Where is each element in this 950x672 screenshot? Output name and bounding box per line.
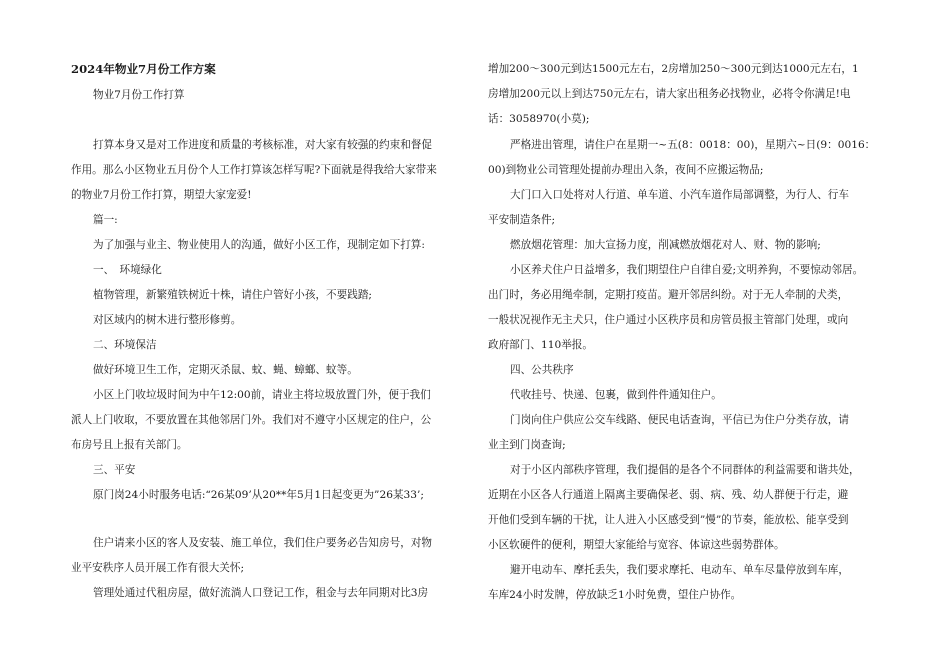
- text-line: 原门岗24小时服务电话:“26某09’从20**年5月1日起变更为”26某33’;: [93, 489, 424, 501]
- text-line: 对区域内的树木进行整形修剪。: [93, 314, 242, 326]
- text-line: 增加200～300元到达1500元左右，2房增加250～300元到达1000元左右，1: [488, 63, 859, 75]
- text-line: 车库24小时发牌，停放缺乏1小时免费，望住户协作。: [488, 589, 742, 601]
- text-line: 小区养犬住户日益增多，我们期望住户自律自爱;文明养狗，不要惊动邻居。: [510, 264, 864, 276]
- text-line: 一、 环境绿化: [93, 264, 162, 276]
- text-line: 避开电动车、摩托丢失，我们要求摩托、电动车、单车尽量停放到车库，: [510, 564, 849, 576]
- text-line: 打算本身又是对工作进度和质量的考核标准，对大家有较强的约束和督促: [93, 139, 432, 151]
- text-line: 00)到物业公司管理处提前办理出入条，夜间不应搬运物品;: [488, 164, 764, 176]
- text-line: 近期在小区各人行通道上隔离主要确保老、弱、病、残、幼人群便于行走，避: [488, 489, 849, 501]
- text-line: 业主到门岗查询;: [488, 439, 566, 451]
- text-line: 三、平安: [93, 464, 136, 476]
- text-line: 代收挂号、快递、包裹，做到件件通知住户。: [510, 389, 722, 401]
- text-line: 话：3058970(小莫);: [488, 113, 590, 125]
- text-line: 作用。那么小区物业五月份个人工作打算该怎样写呢?下面就是得我给大家带来: [71, 164, 437, 176]
- text-line: 小区上门收垃圾时间为中午12:00前，请业主将垃圾放置门外，便于我们: [93, 389, 431, 401]
- text-line: 住户请来小区的客人及安装、施工单位，我们住户要务必告知房号，对物: [93, 537, 432, 549]
- text-line: 做好环境卫生工作，定期灭杀鼠、蚊、蝇、蟑螂、蚊等。: [93, 364, 358, 376]
- text-line: 派人上门收取，不要放置在其他邻居门外。我们对不遵守小区规定的住户，公: [71, 414, 432, 426]
- text-line: 物业7月份工作打算: [93, 89, 185, 101]
- text-line: 业平安秩序人员开展工作有很大关怀;: [71, 562, 245, 574]
- text-line: 小区软硬件的便利，期望大家能给与宽容、体谅这些弱势群体。: [488, 539, 785, 551]
- text-line: 二、环境保洁: [93, 339, 157, 351]
- text-line: 四、公共秩序: [510, 364, 574, 376]
- text-line: 房增加200元以上到达750元左右，请大家出租务必找物业，必将令你满足!电: [488, 88, 851, 100]
- text-line: 大门口入口处将对人行道、单车道、小汽车道作局部调整，为行人、行车: [510, 189, 849, 201]
- text-line: 政府部门、110举报。: [488, 339, 593, 351]
- text-line: 出门时，务必用绳牵制，定期打疫苗。避开邻居纠纷。对于无人牵制的犬类，: [488, 289, 849, 301]
- text-line: 平安制造条件;: [488, 214, 556, 226]
- text-line: 管理处通过代租房屋，做好流淌人口登记工作，租金与去年同期对比3房: [93, 587, 429, 599]
- text-line: 的物业7月份工作打算，期望大家宠爱!: [71, 189, 252, 201]
- text-line: 燃放烟花管理：加大宣扬力度，削减燃放烟花对人、财、物的影响;: [510, 239, 821, 251]
- text-line: 植物管理，新繁殖铁树近十株，请住户管好小孩，不要践踏;: [93, 289, 373, 301]
- text-line: 为了加强与业主、物业使用人的沟通，做好小区工作，现制定如下打算:: [93, 239, 425, 251]
- text-line: 开他们受到车辆的干扰，让人进入小区感受到”慢”的节奏，能放松、能享受到: [488, 514, 849, 526]
- text-line: 门岗向住户供应公交车线路、便民电话查询，平信已为住户分类存放，请: [510, 414, 849, 426]
- document-title: 2024年物业7月份工作方案: [71, 62, 216, 76]
- text-line: 一般状况视作无主犬只，住户通过小区秩序员和房管员报主管部门处理，或向: [488, 314, 849, 326]
- text-line: 篇一:: [93, 214, 118, 226]
- text-line: 布房号且上报有关部门。: [71, 439, 188, 451]
- text-line: 对于小区内部秩序管理，我们提倡的是各个不同群体的利益需要和谐共处，: [510, 464, 860, 476]
- text-line: 严格进出管理，请住户在星期一~五(8：0018：00)，星期六~日(9：0016：: [510, 139, 876, 151]
